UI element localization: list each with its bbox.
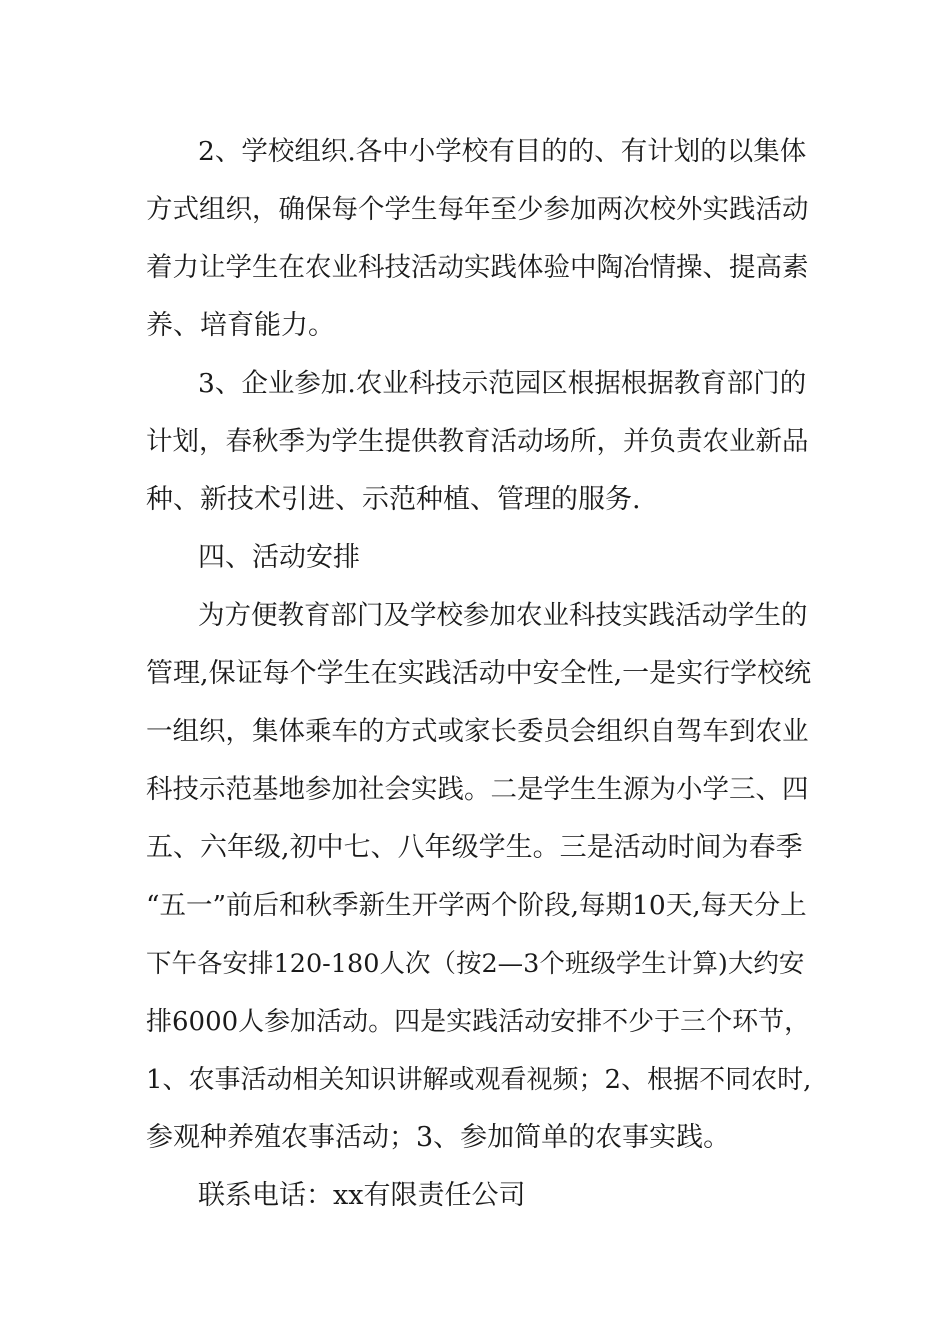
- paragraph-line: “五一”前后和秋季新生开学两个阶段,每期10天,每天分上: [146, 890, 807, 921]
- paragraph-line: 方式组织，确保每个学生每年至少参加两次校外实践活动: [146, 194, 809, 225]
- paragraph-line: 1、农事活动相关知识讲解或观看视频；2、根据不同农时,: [146, 1065, 812, 1095]
- paragraph-line: 养、培育能力。: [146, 310, 335, 341]
- paragraph-line: 计划，春秋季为学生提供教育活动场所，并负责农业新品: [146, 426, 809, 457]
- paragraph-line: 为方便教育部门及学校参加农业科技实践活动学生的: [198, 600, 808, 631]
- section-heading: 四、活动安排: [198, 542, 360, 573]
- contact-line: 联系电话：xx有限责任公司: [198, 1180, 526, 1211]
- paragraph-line: 3、企业参加.农业科技示范园区根据根据教育部门的: [198, 368, 807, 399]
- paragraph-line: 一组织，集体乘车的方式或家长委员会组织自驾车到农业: [146, 716, 809, 747]
- paragraph-line: 2、学校组织.各中小学校有目的的、有计划的以集体: [198, 136, 807, 167]
- paragraph-line: 下午各安排120-180人次（按2—3个班级学生计算)大约安: [146, 949, 805, 979]
- paragraph-line: 排6000人参加活动。四是实践活动安排不少于三个环节，: [146, 1007, 811, 1037]
- paragraph-line: 种、新技术引进、示范种植、管理的服务.: [146, 484, 641, 515]
- paragraph-line: 着力让学生在农业科技活动实践体验中陶冶情操、提高素: [146, 252, 809, 283]
- paragraph-line: 科技示范基地参加社会实践。二是学生生源为小学三、四: [146, 774, 809, 805]
- paragraph-line: 管理,保证每个学生在实践活动中安全性,一是实行学校统: [146, 658, 812, 689]
- paragraph-line: 五、六年级,初中七、八年级学生。三是活动时间为春季: [146, 832, 803, 863]
- paragraph-line: 参观种养殖农事活动；3、参加简单的农事实践。: [146, 1122, 731, 1153]
